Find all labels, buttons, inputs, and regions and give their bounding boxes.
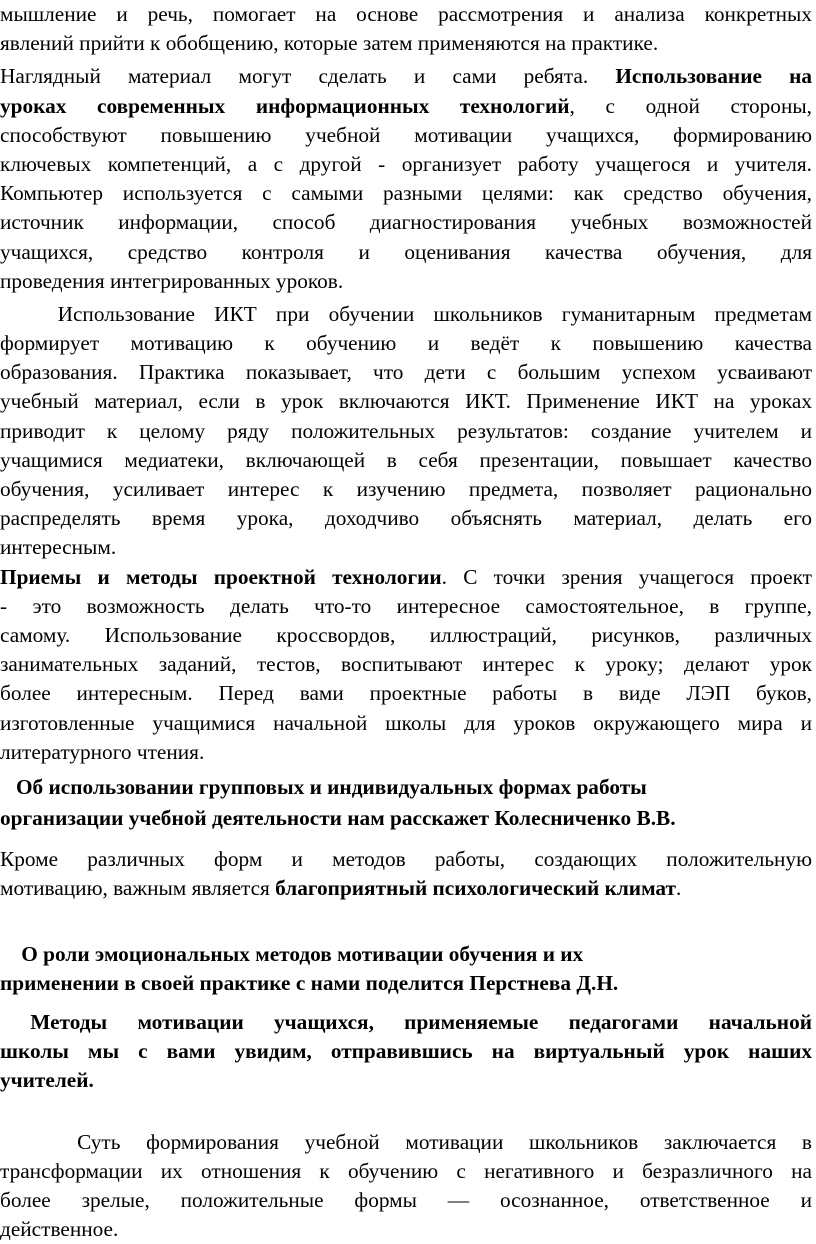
- text-line: [0, 150, 812, 179]
- text-run: образования. Практика показывает, что дети с большим успехом усваивают: [0, 360, 812, 385]
- text-run: мышление и речь, помогает на основе рассмотрения и анализа конкретных: [0, 2, 812, 26]
- text-run: распределять время урока, доходчиво объяснять материал, делать его: [0, 506, 812, 531]
- text-line: [0, 208, 812, 237]
- text-run: Суть формирования учебной мотивации школьников заключается в: [0, 1129, 812, 1154]
- text-line: [0, 179, 812, 208]
- text-line: [0, 92, 812, 121]
- bold-text: О роли эмоциональных методов мотивации обучения и их: [0, 941, 584, 966]
- text-line: [0, 1008, 812, 1037]
- text-line: [0, 121, 812, 150]
- text-line: [0, 845, 812, 874]
- text-run: более интересным. Перед вами проектные работы в виде ЛЭП буков,: [0, 681, 812, 706]
- text-line: [0, 592, 812, 621]
- text-line: [0, 969, 812, 998]
- text-run: источник информации, способ диагностирования учебных возможностей: [0, 210, 812, 235]
- bold-text: Методы мотивации учащихся, применяемые педагогами начальной: [0, 1010, 812, 1034]
- text-line: [0, 504, 812, 533]
- bold-text: учителей.: [0, 1068, 94, 1093]
- text-run: изготовленные учащимися начальной школы для уроков окружающего мира и: [0, 710, 812, 735]
- text-line: [0, 1186, 812, 1215]
- text-line: [0, 738, 812, 767]
- text-run: действенное.: [0, 1217, 119, 1242]
- text-line: [0, 650, 812, 679]
- text-run: способствуют повышению учебной мотивации учащихся, формированию: [0, 122, 812, 147]
- bold-text: Об использовании групповых и индивидуальных формах работы: [0, 774, 647, 799]
- text-run: Использование ИКТ при обучении школьников гуманитарным предметам: [0, 301, 812, 326]
- text-line: [0, 62, 812, 91]
- text-run: Кроме различных форм и методов работы, создающих положительную: [0, 847, 812, 872]
- bold-text: Приемы и методы проектной технологии: [0, 564, 442, 589]
- text-line: [0, 533, 812, 562]
- text-line: [0, 773, 812, 802]
- text-run: явлений прийти к обобщению, которые затем применяются на практике.: [0, 31, 659, 56]
- text-run: учащимися медиатеки, включающей в себя презентации, повышает качество: [0, 447, 812, 472]
- text-run: ключевых компетенций, а с другой - организует работу учащегося и учителя.: [0, 151, 812, 176]
- text-run: самому. Использование кроссвордов, иллюстраций, рисунков, различных: [0, 622, 812, 647]
- paragraph-gap: [0, 833, 812, 845]
- text-line: [0, 0, 812, 29]
- text-line: [0, 29, 812, 58]
- text-run: .: [676, 876, 682, 901]
- bold-text: Использование на: [615, 64, 812, 89]
- text-line: [0, 475, 812, 504]
- text-run: Наглядный материал могут сделать и сами ребята.: [0, 64, 616, 89]
- text-line: [0, 238, 812, 267]
- text-line: [0, 329, 812, 358]
- text-line: [0, 1037, 812, 1066]
- text-run: учебный материал, если в урок включаются ИКТ. Применение ИКТ на уроках: [0, 389, 812, 414]
- text-line: [0, 563, 812, 592]
- text-run: . С точки зрения учащегося проект: [441, 564, 812, 589]
- text-run: литературного чтения.: [0, 739, 205, 764]
- text-line: [0, 300, 812, 329]
- text-run: учащихся, средство контроля и оценивания качества обучения, для: [0, 239, 812, 264]
- text-run: более зрелые, положительные формы — осознанное, ответственное и: [0, 1187, 812, 1212]
- text-line: [0, 874, 812, 903]
- bold-text: благоприятный психологический климат: [275, 876, 676, 901]
- text-line: [0, 1215, 812, 1244]
- text-line: [0, 679, 812, 708]
- bold-text: применении в своей практике с нами поделится Перстнева Д.Н.: [0, 970, 619, 995]
- text-run: - это возможность делать что-то интересное самостоятельное, в группе,: [0, 593, 812, 618]
- text-run: мотивацию, важным является: [0, 876, 276, 901]
- bold-text: уроках современных информационных технологий: [0, 93, 570, 118]
- text-line: [0, 940, 812, 969]
- text-line: [0, 446, 812, 475]
- text-run: обучения, усиливает интерес к изучению предмета, позволяет рационально: [0, 477, 812, 501]
- text-line: [0, 358, 812, 387]
- text-line: [0, 1157, 812, 1186]
- text-line: [0, 267, 812, 296]
- text-line: [0, 1128, 812, 1157]
- paragraph-gap: [0, 998, 812, 1008]
- text-line: [0, 804, 812, 833]
- paragraph-gap: [0, 1096, 812, 1128]
- text-line: [0, 621, 812, 650]
- text-line: [0, 1066, 812, 1095]
- bold-text: школы мы с вами увидим, отправившись на виртуальный урок наших: [0, 1039, 812, 1064]
- text-line: [0, 387, 812, 416]
- text-run: интересным.: [0, 535, 117, 560]
- text-run: занимательных заданий, тестов, воспитывают интерес к уроку; делают урок: [0, 652, 812, 677]
- text-run: Компьютер используется с самыми разными целями: как средство обучения,: [0, 181, 812, 206]
- text-run: приводит к целому ряду положительных результатов: создание учителем и: [0, 418, 812, 443]
- text-run: , с одной стороны,: [569, 93, 812, 118]
- text-run: проведения интегрированных уроков.: [0, 268, 344, 293]
- text-line: [0, 417, 812, 446]
- text-run: формирует мотивацию к обучению и ведёт к повышению качества: [0, 331, 812, 356]
- paragraph-gap: [0, 904, 812, 940]
- text-line: [0, 709, 812, 738]
- bold-text: организации учебной деятельности нам расскажет Колесниченко В.В.: [0, 806, 676, 831]
- text-run: трансформации их отношения к обучению с негативного и безразличного на: [0, 1158, 812, 1183]
